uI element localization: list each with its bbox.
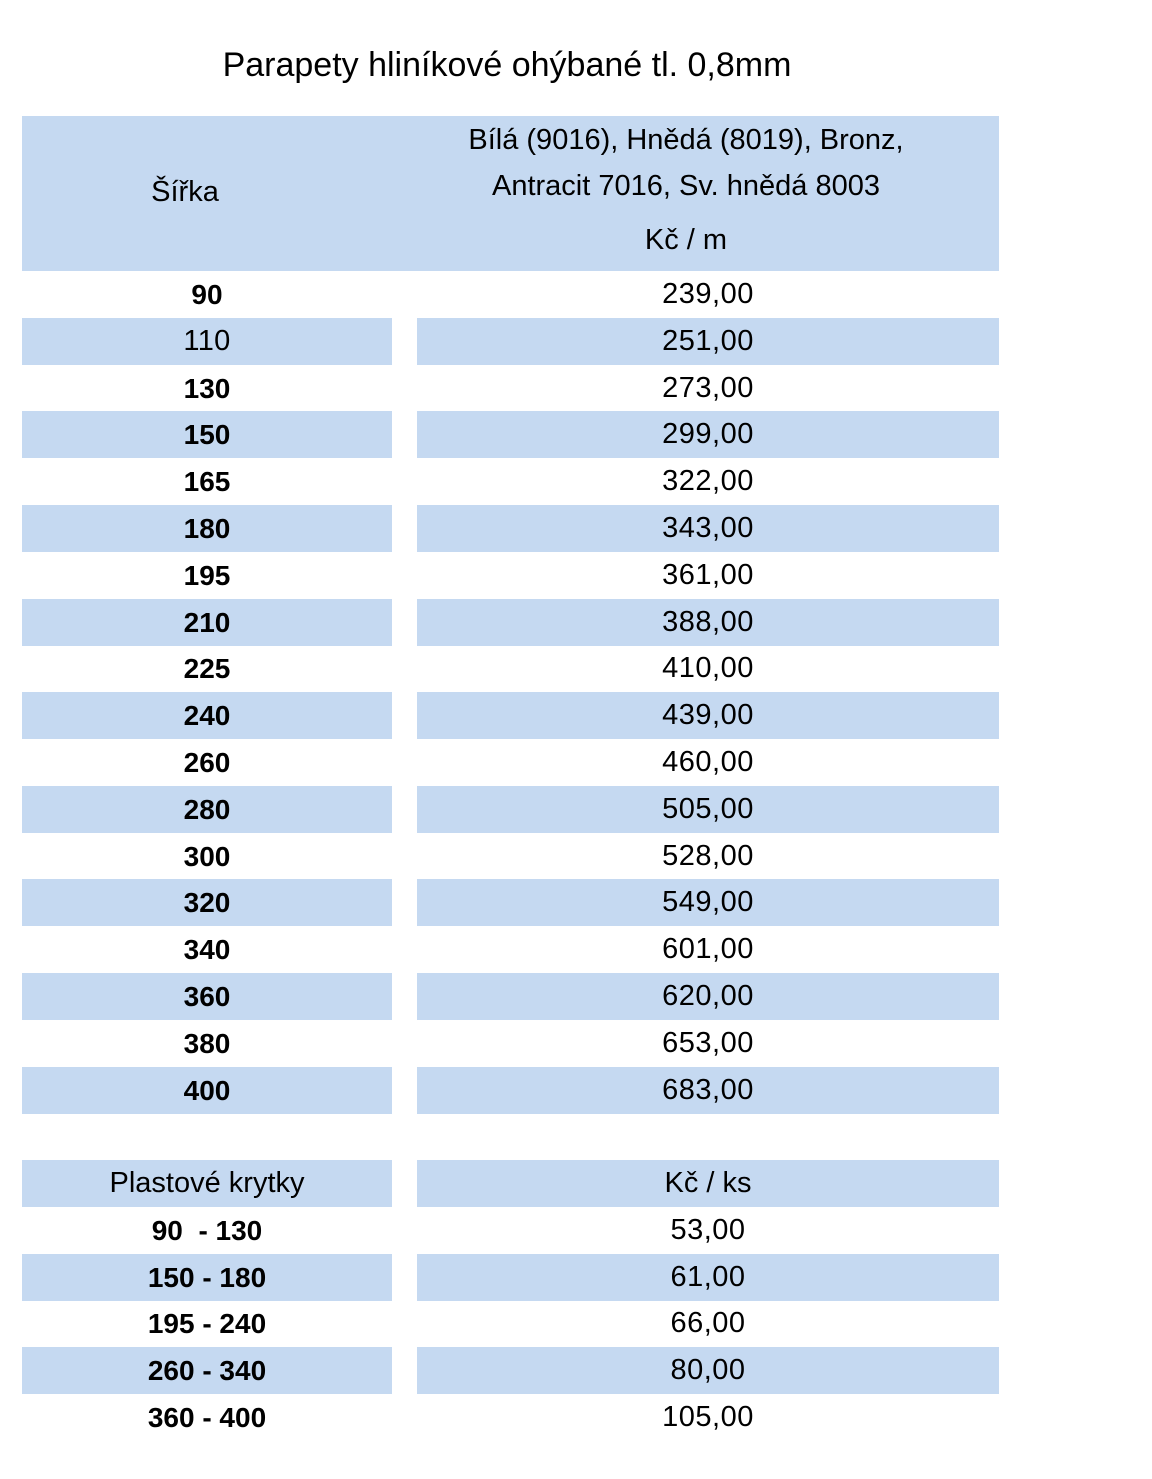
table-row <box>22 879 999 926</box>
caps-label-header: Plastové krytky <box>22 1160 392 1207</box>
width-cell: 130 <box>183 372 231 404</box>
table-row <box>22 1067 999 1114</box>
colors-header-line-1: Bílá (9016), Hnědá (8019), Bronz, <box>468 124 904 156</box>
width-column-header: Šířka <box>151 176 219 208</box>
range-cell: 360 - 400 <box>147 1402 267 1433</box>
table-row <box>22 786 999 833</box>
price-cell: 653,00 <box>662 1026 754 1059</box>
price-cell: 549,00 <box>417 879 999 926</box>
width-cell: 300 <box>183 840 231 872</box>
table-row <box>22 599 999 646</box>
price-cell: 388,00 <box>417 599 999 646</box>
price-cell: 105,00 <box>662 1401 754 1433</box>
price-cell: 528,00 <box>662 839 754 872</box>
width-cell: 260 <box>183 747 231 778</box>
price-cell: 439,00 <box>417 692 999 739</box>
width-cell: 400 <box>22 1067 392 1114</box>
range-cell: 150 - 180 <box>22 1254 392 1301</box>
table-row <box>22 1254 999 1301</box>
table-row <box>22 411 999 458</box>
price-unit-header: Kč / m <box>644 224 728 256</box>
table-row <box>22 1394 999 1441</box>
price-cell: 505,00 <box>417 786 999 833</box>
range-cell: 260 - 340 <box>22 1347 392 1394</box>
page-title: Parapety hliníkové ohýbané tl. 0,8mm <box>222 46 792 84</box>
table-row <box>22 926 999 973</box>
width-cell: 225 <box>183 653 231 685</box>
table-row <box>22 505 999 552</box>
table-row <box>22 833 999 880</box>
table-row <box>22 1300 999 1347</box>
table-row <box>22 271 999 318</box>
table-row <box>22 973 999 1020</box>
table-row <box>22 365 999 412</box>
range-cell: 195 - 240 <box>147 1308 267 1340</box>
table-row <box>22 552 999 599</box>
width-cell: 150 <box>22 411 392 458</box>
table-row <box>22 318 999 365</box>
price-cell: 601,00 <box>662 933 754 966</box>
price-cell: 299,00 <box>417 411 999 458</box>
table-row <box>22 692 999 739</box>
price-cell: 251,00 <box>417 318 999 365</box>
table-row <box>22 1207 999 1254</box>
range-cell: 90 - 130 <box>151 1214 263 1246</box>
width-cell: 340 <box>183 934 231 966</box>
width-cell: 280 <box>22 786 392 833</box>
width-cell: 165 <box>183 466 231 498</box>
table-row <box>22 458 999 505</box>
price-cell: 620,00 <box>417 973 999 1020</box>
price-cell: 460,00 <box>662 746 754 778</box>
width-cell: 320 <box>22 879 392 926</box>
table-row <box>22 1347 999 1394</box>
price-cell: 410,00 <box>662 652 754 685</box>
colors-header-line-2: Antracit 7016, Sv. hnědá 8003 <box>491 170 881 202</box>
table-row <box>22 645 999 692</box>
width-cell: 240 <box>22 692 392 739</box>
width-cell: 110 <box>22 318 392 365</box>
width-cell: 180 <box>22 505 392 552</box>
price-cell: 80,00 <box>417 1347 999 1394</box>
price-cell: 343,00 <box>417 505 999 552</box>
price-cell: 361,00 <box>662 558 754 591</box>
table-row <box>22 1020 999 1067</box>
width-cell: 360 <box>22 973 392 1020</box>
width-cell: 210 <box>22 599 392 646</box>
price-cell: 61,00 <box>417 1254 999 1301</box>
table-row <box>22 739 999 786</box>
caps-header-row <box>22 1160 999 1207</box>
caps-unit-header: Kč / ks <box>417 1160 999 1207</box>
width-cell: 90 <box>191 279 223 310</box>
price-cell: 322,00 <box>662 465 754 498</box>
width-cell: 380 <box>183 1027 231 1059</box>
price-cell: 66,00 <box>670 1307 746 1340</box>
price-cell: 239,00 <box>662 278 754 310</box>
price-cell: 53,00 <box>670 1213 746 1246</box>
price-cell: 273,00 <box>662 371 754 404</box>
width-cell: 195 <box>183 559 231 591</box>
price-cell: 683,00 <box>417 1067 999 1114</box>
